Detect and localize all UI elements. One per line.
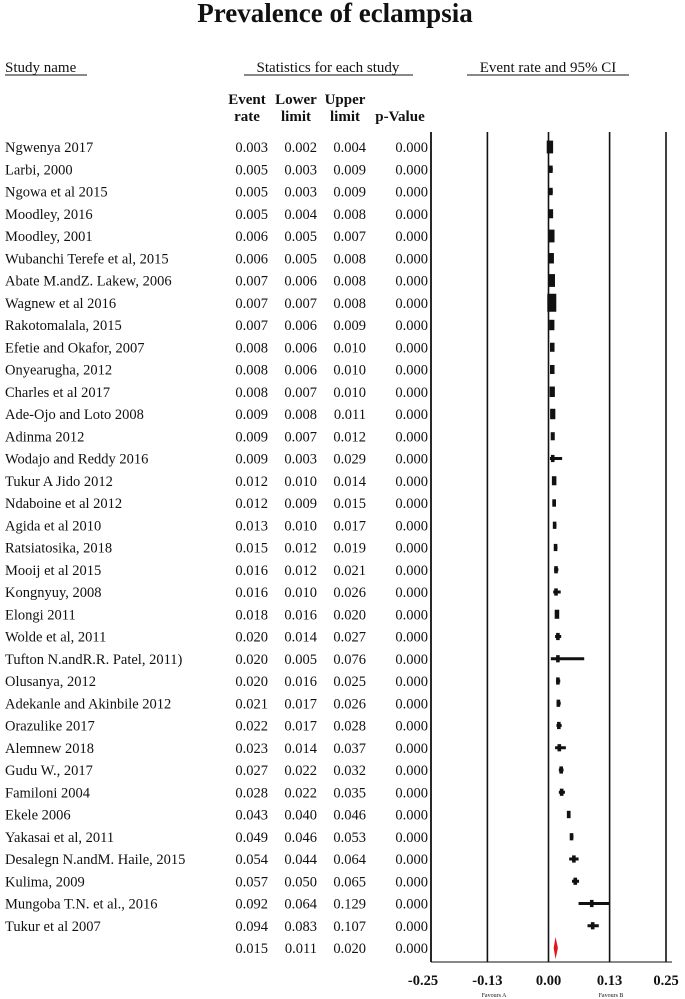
event-rate-cell: 0.003	[235, 140, 268, 156]
lower-limit-cell: 0.005	[284, 651, 317, 668]
study-name: Alemnew 2018	[5, 740, 94, 757]
study-name: Gudu W., 2017	[5, 763, 93, 779]
upper-limit-cell: 0.011	[333, 407, 366, 423]
study-marker	[555, 610, 560, 619]
study-name: Tufton N.andR.R. Patel, 2011)	[5, 651, 183, 668]
summary-p-value: 0.000	[395, 941, 428, 957]
study-name: Tukur A Jido 2012	[5, 473, 113, 490]
event-rate-cell: 0.008	[235, 362, 268, 379]
upper-limit-cell: 0.010	[333, 362, 366, 379]
upper-limit-cell: 0.009	[333, 318, 366, 334]
study-marker	[572, 855, 576, 862]
upper-limit-cell: 0.009	[333, 162, 366, 179]
event-rate-cell: 0.008	[235, 384, 268, 401]
study-name: Ndaboine et al 2012	[5, 496, 123, 512]
p-value-cell: 0.000	[395, 473, 428, 490]
p-value-cell: 0.000	[395, 206, 428, 223]
study-name: Ratsiatosika, 2018	[5, 540, 113, 557]
study-name: Moodley, 2001	[5, 229, 93, 245]
upper-limit-cell: 0.046	[333, 807, 366, 824]
p-value-cell: 0.000	[395, 651, 428, 668]
study-rows	[5, 140, 428, 957]
event-rate-cell: 0.016	[235, 585, 268, 601]
event-rate-cell: 0.018	[235, 607, 268, 624]
favours-b-label: Favours B	[598, 993, 624, 999]
study-marker	[556, 677, 560, 684]
study-marker	[550, 343, 555, 352]
p-value-cell: 0.000	[395, 140, 428, 156]
event-rate-cell: 0.006	[235, 229, 268, 245]
p-value-cell: 0.000	[395, 184, 428, 201]
study-marker	[573, 878, 577, 885]
p-value-cell: 0.000	[395, 429, 428, 446]
colhdr-lower-line2: limit	[281, 109, 311, 125]
upper-limit-cell: 0.076	[333, 651, 366, 668]
event-rate-cell: 0.027	[235, 763, 268, 779]
lower-limit-cell: 0.007	[284, 295, 317, 312]
lower-limit-cell: 0.014	[284, 629, 317, 646]
study-name: Tukur et al 2007	[5, 918, 101, 935]
study-marker	[554, 544, 558, 551]
event-rate-cell: 0.092	[235, 896, 268, 913]
upper-limit-cell: 0.019	[333, 540, 366, 557]
p-value-cell: 0.000	[395, 918, 428, 935]
study-marker	[549, 209, 554, 218]
study-name: Wolde et al, 2011	[5, 629, 107, 646]
chart-title: Prevalence of eclampsia	[197, 0, 473, 28]
colhdr-upper-line1: Upper	[324, 92, 366, 108]
event-rate-cell: 0.012	[235, 496, 268, 512]
lower-limit-cell: 0.005	[284, 229, 317, 245]
event-rate-cell: 0.009	[235, 429, 268, 446]
study-marker	[551, 455, 555, 462]
upper-limit-cell: 0.014	[333, 473, 366, 490]
study-name: Wubanchi Terefe et al, 2015	[5, 251, 169, 268]
lower-limit-cell: 0.003	[284, 451, 317, 468]
event-rate-cell: 0.057	[235, 874, 268, 891]
study-name: Wodajo and Reddy 2016	[5, 451, 149, 468]
upper-limit-cell: 0.015	[333, 496, 366, 512]
p-value-cell: 0.000	[395, 852, 428, 868]
upper-limit-cell: 0.004	[333, 140, 366, 156]
x-tick-label: -0.13	[472, 973, 503, 989]
study-marker	[570, 833, 574, 840]
study-marker	[549, 320, 554, 330]
p-value-cell: 0.000	[395, 384, 428, 401]
p-value-cell: 0.000	[395, 696, 428, 713]
p-value-cell: 0.000	[395, 629, 428, 646]
p-value-cell: 0.000	[395, 829, 428, 846]
p-value-cell: 0.000	[395, 273, 428, 290]
p-value-cell: 0.000	[395, 362, 428, 379]
lower-limit-cell: 0.005	[284, 251, 317, 268]
event-rate-cell: 0.007	[235, 273, 268, 290]
study-marker	[559, 766, 563, 773]
study-name: Kongnyuy, 2008	[5, 585, 102, 601]
lower-limit-cell: 0.017	[284, 696, 317, 713]
p-value-cell: 0.000	[395, 674, 428, 690]
upper-limit-cell: 0.008	[333, 295, 366, 312]
study-name: Mungoba T.N. et al., 2016	[5, 896, 158, 913]
p-value-cell: 0.000	[395, 785, 428, 802]
study-marker	[547, 294, 556, 312]
study-marker	[554, 588, 558, 595]
study-marker	[551, 432, 555, 440]
upper-limit-cell: 0.029	[333, 451, 366, 468]
lower-limit-cell: 0.012	[284, 540, 317, 557]
study-marker	[560, 789, 564, 796]
study-name: Orazulike 2017	[5, 718, 95, 735]
colhdr-upper-line2: limit	[330, 109, 360, 125]
upper-limit-cell: 0.009	[333, 184, 366, 201]
lower-limit-cell: 0.016	[284, 674, 317, 690]
upper-limit-cell: 0.025	[333, 674, 366, 690]
study-name: Ngwenya 2017	[5, 140, 94, 156]
lower-limit-cell: 0.006	[284, 340, 317, 357]
p-value-cell: 0.000	[395, 540, 428, 557]
event-rate-cell: 0.009	[235, 451, 268, 468]
p-value-cell: 0.000	[395, 562, 428, 579]
study-name: Elongi 2011	[5, 607, 76, 624]
study-marker	[552, 476, 557, 485]
lower-limit-cell: 0.050	[284, 874, 317, 891]
lower-limit-cell: 0.010	[284, 585, 317, 601]
p-value-cell: 0.000	[395, 518, 428, 535]
upper-limit-cell: 0.010	[333, 340, 366, 357]
event-rate-cell: 0.020	[235, 651, 268, 668]
p-value-cell: 0.000	[395, 585, 428, 601]
upper-limit-cell: 0.008	[333, 251, 366, 268]
event-rate-cell: 0.013	[235, 518, 268, 535]
lower-limit-cell: 0.009	[284, 496, 317, 512]
lower-limit-cell: 0.006	[284, 318, 317, 334]
lower-limit-cell: 0.010	[284, 473, 317, 490]
study-name: Ade-Ojo and Loto 2008	[5, 407, 144, 423]
study-marker	[547, 141, 553, 154]
p-value-cell: 0.000	[395, 229, 428, 245]
summary-lower-limit: 0.011	[284, 941, 317, 957]
upper-limit-cell: 0.026	[333, 696, 366, 713]
colhdr-event-rate-line2: rate	[234, 109, 260, 125]
study-marker	[553, 522, 557, 529]
event-rate-cell: 0.028	[235, 785, 268, 802]
upper-limit-cell: 0.065	[333, 874, 366, 891]
event-rate-cell: 0.009	[235, 407, 268, 423]
event-rate-cell: 0.054	[235, 852, 268, 868]
upper-limit-cell: 0.037	[333, 740, 366, 757]
lower-limit-cell: 0.022	[284, 785, 317, 802]
study-name: Agida et al 2010	[5, 518, 102, 535]
event-rate-cell: 0.020	[235, 674, 268, 690]
lower-limit-cell: 0.008	[284, 407, 317, 423]
header-effect: Event rate and 95% CI	[479, 60, 617, 76]
p-value-cell: 0.000	[395, 874, 428, 891]
study-name: Abate M.andZ. Lakew, 2006	[5, 273, 172, 290]
p-value-cell: 0.000	[395, 407, 428, 423]
plot-marks	[408, 132, 679, 989]
study-name: Familoni 2004	[5, 785, 90, 802]
study-name: Desalegn N.andM. Haile, 2015	[5, 852, 186, 868]
lower-limit-cell: 0.003	[284, 162, 317, 179]
lower-limit-cell: 0.044	[284, 852, 317, 868]
upper-limit-cell: 0.129	[333, 896, 366, 913]
study-name: Charles et al 2017	[5, 384, 111, 401]
x-tick-label: 0.25	[653, 973, 679, 989]
event-rate-cell: 0.012	[235, 473, 268, 490]
lower-limit-cell: 0.017	[284, 718, 317, 735]
event-rate-cell: 0.094	[235, 918, 268, 935]
event-rate-cell: 0.007	[235, 318, 268, 334]
study-marker	[549, 253, 554, 263]
event-rate-cell: 0.016	[235, 562, 268, 579]
event-rate-cell: 0.015	[235, 540, 268, 557]
upper-limit-cell: 0.008	[333, 206, 366, 223]
p-value-cell: 0.000	[395, 451, 428, 468]
lower-limit-cell: 0.014	[284, 740, 317, 757]
upper-limit-cell: 0.012	[333, 429, 366, 446]
p-value-cell: 0.000	[395, 718, 428, 735]
p-value-cell: 0.000	[395, 807, 428, 824]
lower-limit-cell: 0.002	[284, 140, 317, 156]
lower-limit-cell: 0.006	[284, 273, 317, 290]
event-rate-cell: 0.022	[235, 718, 268, 735]
colhdr-lower-line1: Lower	[275, 92, 317, 108]
lower-limit-cell: 0.016	[284, 607, 317, 624]
study-marker	[558, 744, 562, 751]
lower-limit-cell: 0.004	[284, 206, 317, 223]
lower-limit-cell: 0.083	[284, 918, 317, 935]
study-name: Wagnew et al 2016	[5, 295, 117, 312]
lower-limit-cell: 0.040	[284, 807, 317, 824]
x-tick-label: 0.13	[596, 973, 623, 989]
study-marker	[556, 633, 560, 640]
upper-limit-cell: 0.053	[333, 829, 366, 846]
upper-limit-cell: 0.017	[333, 518, 366, 535]
study-marker	[549, 274, 555, 287]
p-value-cell: 0.000	[395, 340, 428, 357]
lower-limit-cell: 0.003	[284, 184, 317, 201]
study-name: Rakotomalala, 2015	[5, 318, 122, 334]
event-rate-cell: 0.043	[235, 807, 268, 824]
study-name: Moodley, 2016	[5, 206, 93, 223]
lower-limit-cell: 0.022	[284, 763, 317, 779]
study-marker	[550, 365, 555, 374]
summary-diamond	[554, 937, 558, 959]
header-statistics: Statistics for each study	[256, 60, 400, 76]
upper-limit-cell: 0.028	[333, 718, 366, 735]
event-rate-cell: 0.006	[235, 251, 268, 268]
event-rate-cell: 0.007	[235, 295, 268, 312]
study-marker	[552, 499, 556, 506]
study-name: Kulima, 2009	[5, 874, 85, 891]
study-name: Ngowa et al 2015	[5, 184, 108, 201]
study-name: Olusanya, 2012	[5, 674, 97, 690]
study-name: Adekanle and Akinbile 2012	[5, 696, 172, 713]
colhdr-p-value: p-Value	[375, 109, 425, 125]
study-marker	[591, 922, 595, 929]
study-marker	[554, 566, 558, 573]
study-name: Mooij et al 2015	[5, 562, 102, 579]
p-value-cell: 0.000	[395, 496, 428, 512]
upper-limit-cell: 0.021	[333, 562, 366, 579]
upper-limit-cell: 0.035	[333, 785, 366, 802]
study-name: Efetie and Okafor, 2007	[5, 340, 145, 357]
study-marker	[557, 700, 561, 707]
lower-limit-cell: 0.064	[284, 896, 317, 913]
study-name: Ekele 2006	[5, 807, 71, 824]
p-value-cell: 0.000	[395, 162, 428, 179]
event-rate-cell: 0.049	[235, 829, 268, 846]
upper-limit-cell: 0.026	[333, 585, 366, 601]
upper-limit-cell: 0.008	[333, 273, 366, 290]
p-value-cell: 0.000	[395, 763, 428, 779]
lower-limit-cell: 0.012	[284, 562, 317, 579]
lower-limit-cell: 0.007	[284, 429, 317, 446]
upper-limit-cell: 0.032	[333, 763, 366, 779]
event-rate-cell: 0.005	[235, 206, 268, 223]
lower-limit-cell: 0.006	[284, 362, 317, 379]
study-marker	[550, 387, 555, 397]
p-value-cell: 0.000	[395, 607, 428, 624]
header-study-name: Study name	[5, 60, 77, 76]
upper-limit-cell: 0.010	[333, 384, 366, 401]
p-value-cell: 0.000	[395, 251, 428, 268]
event-rate-cell: 0.008	[235, 340, 268, 357]
p-value-cell: 0.000	[395, 295, 428, 312]
upper-limit-cell: 0.107	[333, 918, 366, 935]
study-marker	[567, 811, 571, 818]
p-value-cell: 0.000	[395, 318, 428, 334]
study-name: Adinma 2012	[5, 429, 85, 446]
favours-a-label: Favours A	[481, 993, 507, 999]
study-name: Larbi, 2000	[5, 162, 73, 179]
summary-event-rate: 0.015	[235, 941, 268, 957]
study-marker	[550, 409, 555, 419]
event-rate-cell: 0.005	[235, 162, 268, 179]
colhdr-event-rate-line1: Event	[228, 92, 266, 108]
x-tick-label: 0.00	[535, 973, 562, 989]
study-marker	[549, 188, 553, 195]
upper-limit-cell: 0.020	[333, 607, 366, 624]
event-rate-cell: 0.021	[235, 696, 268, 713]
summary-upper-limit: 0.020	[333, 941, 366, 957]
event-rate-cell: 0.020	[235, 629, 268, 646]
lower-limit-cell: 0.046	[284, 829, 317, 846]
p-value-cell: 0.000	[395, 896, 428, 913]
lower-limit-cell: 0.010	[284, 518, 317, 535]
event-rate-cell: 0.005	[235, 184, 268, 201]
p-value-cell: 0.000	[395, 740, 428, 757]
upper-limit-cell: 0.064	[333, 852, 366, 868]
study-name: Yakasai et al, 2011	[5, 829, 115, 846]
study-marker	[557, 722, 561, 729]
lower-limit-cell: 0.007	[284, 384, 317, 401]
upper-limit-cell: 0.007	[333, 229, 366, 245]
study-marker	[590, 900, 594, 907]
x-tick-label: -0.25	[407, 973, 439, 989]
study-marker	[548, 230, 554, 243]
study-marker	[549, 166, 553, 173]
study-marker	[556, 655, 560, 662]
event-rate-cell: 0.023	[235, 740, 268, 757]
upper-limit-cell: 0.027	[333, 629, 366, 646]
study-name: Onyearugha, 2012	[5, 362, 113, 379]
